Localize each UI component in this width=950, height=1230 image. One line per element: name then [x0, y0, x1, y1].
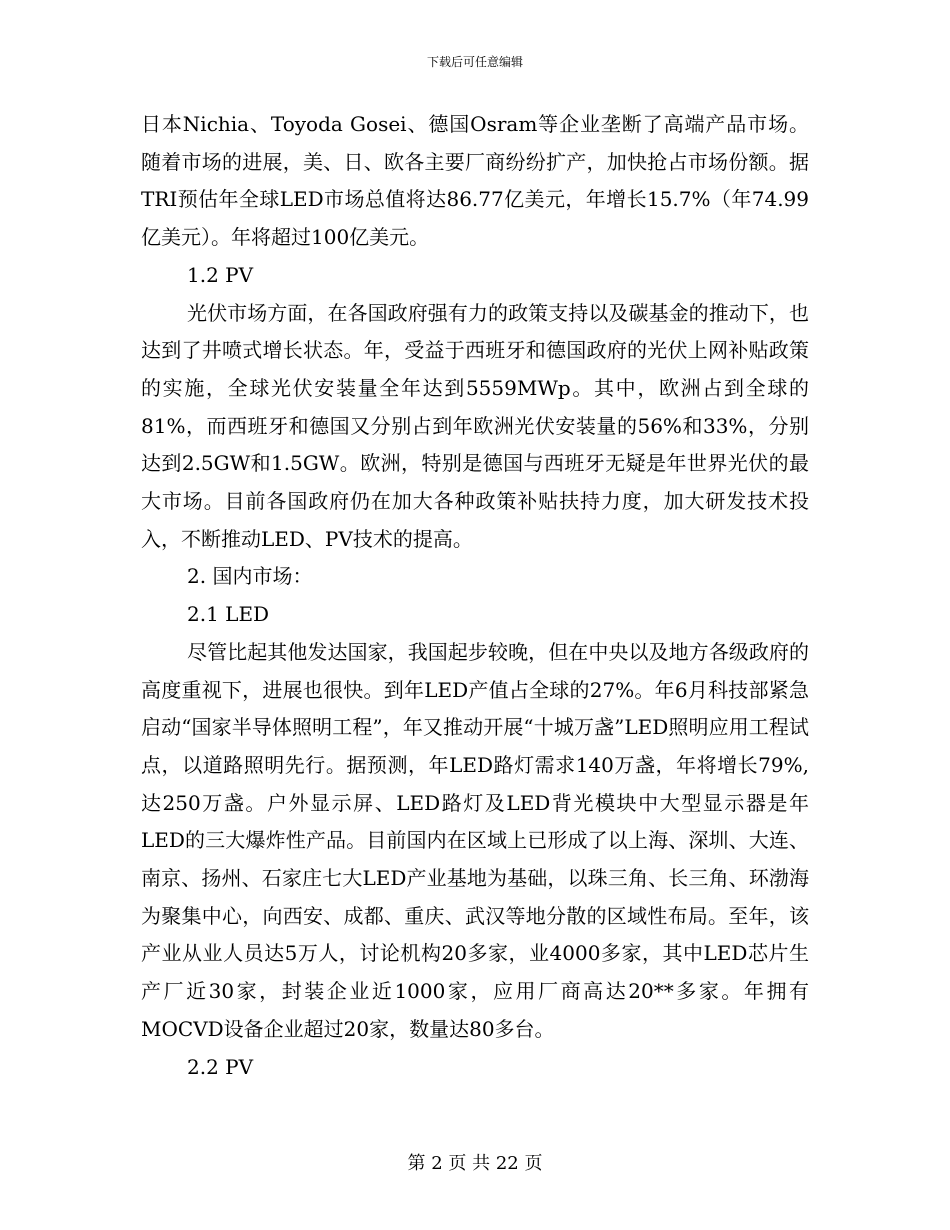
paragraph-pv-market: 光伏市场方面，在各国政府强有力的政策支持以及碳基金的推动下，也达到了井喷式增长状态。年，受益于西班牙和德国政府的光伏上网补贴政策的实施，全球光伏安装量全年达到5559MWp。其中，欧洲占到全球的81%，而西班牙和德国又分别占到年欧洲光伏安装量的56%和33%，分别达到2.5GW和1.5GW。欧洲，特别是德国与西班牙无疑是年世界光伏的最大市场。目前各国政府仍在加大各种政策补贴扶持力度，加大研发技术投入，不断推动LED、PV技术的提高。: [141, 300, 809, 551]
section-heading-2-1-led: 2.1 LED: [187, 602, 270, 627]
document-body: [141, 106, 809, 1086]
section-heading-2-domestic: 2. 国内市场：: [187, 564, 313, 589]
section-heading-1-2-pv: 1.2 PV: [187, 262, 254, 287]
paragraph-domestic-led: 尽管比起其他发达国家，我国起步较晚，但在中央以及地方各级政府的高度重视下，进展也很快。到年LED产值占全球的27%。年6月科技部紧急启动“国家半导体照明工程”，年又推动开展“十城万盏”LED照明应用工程试点，以道路照明先行。据预测，年LED路灯需求140万盏，年将增长79%,达250万盏。户外显示屏、LED路灯及LED背光模块中大型显示器是年LED的三大爆炸性产品。目前国内在区域上已形成了以上海、深圳、大连、南京、扬州、石家庄七大LED产业基地为基础，以珠三角、长三角、环渤海为聚集中心，向西安、成都、重庆、武汉等地分散的区域性布局。至年，该产业从业人员达5万人，讨论机构20多家，业4000多家，其中LED芯片生产厂近30家，封装企业近1000家，应用厂商高达20**多家。年拥有MOCVD设备企业超过20家，数量达80多台。: [141, 639, 809, 1041]
section-heading-2-2-pv: 2.2 PV: [187, 1054, 254, 1079]
page-footer: 第 2 页 共 22 页: [407, 1153, 543, 1174]
paragraph-market-share: 日本Nichia、Toyoda Gosei、德国Osram等企业垄断了高端产品市场。随着市场的进展，美、日、欧各主要厂商纷纷扩产，加快抢占市场份额。据TRI预估年全球LED市场总值将达86.77亿美元，年增长15.7%（年74.99亿美元）。年将超过100亿美元。: [141, 112, 809, 250]
page-header: 下载后可任意编辑: [426, 55, 523, 69]
